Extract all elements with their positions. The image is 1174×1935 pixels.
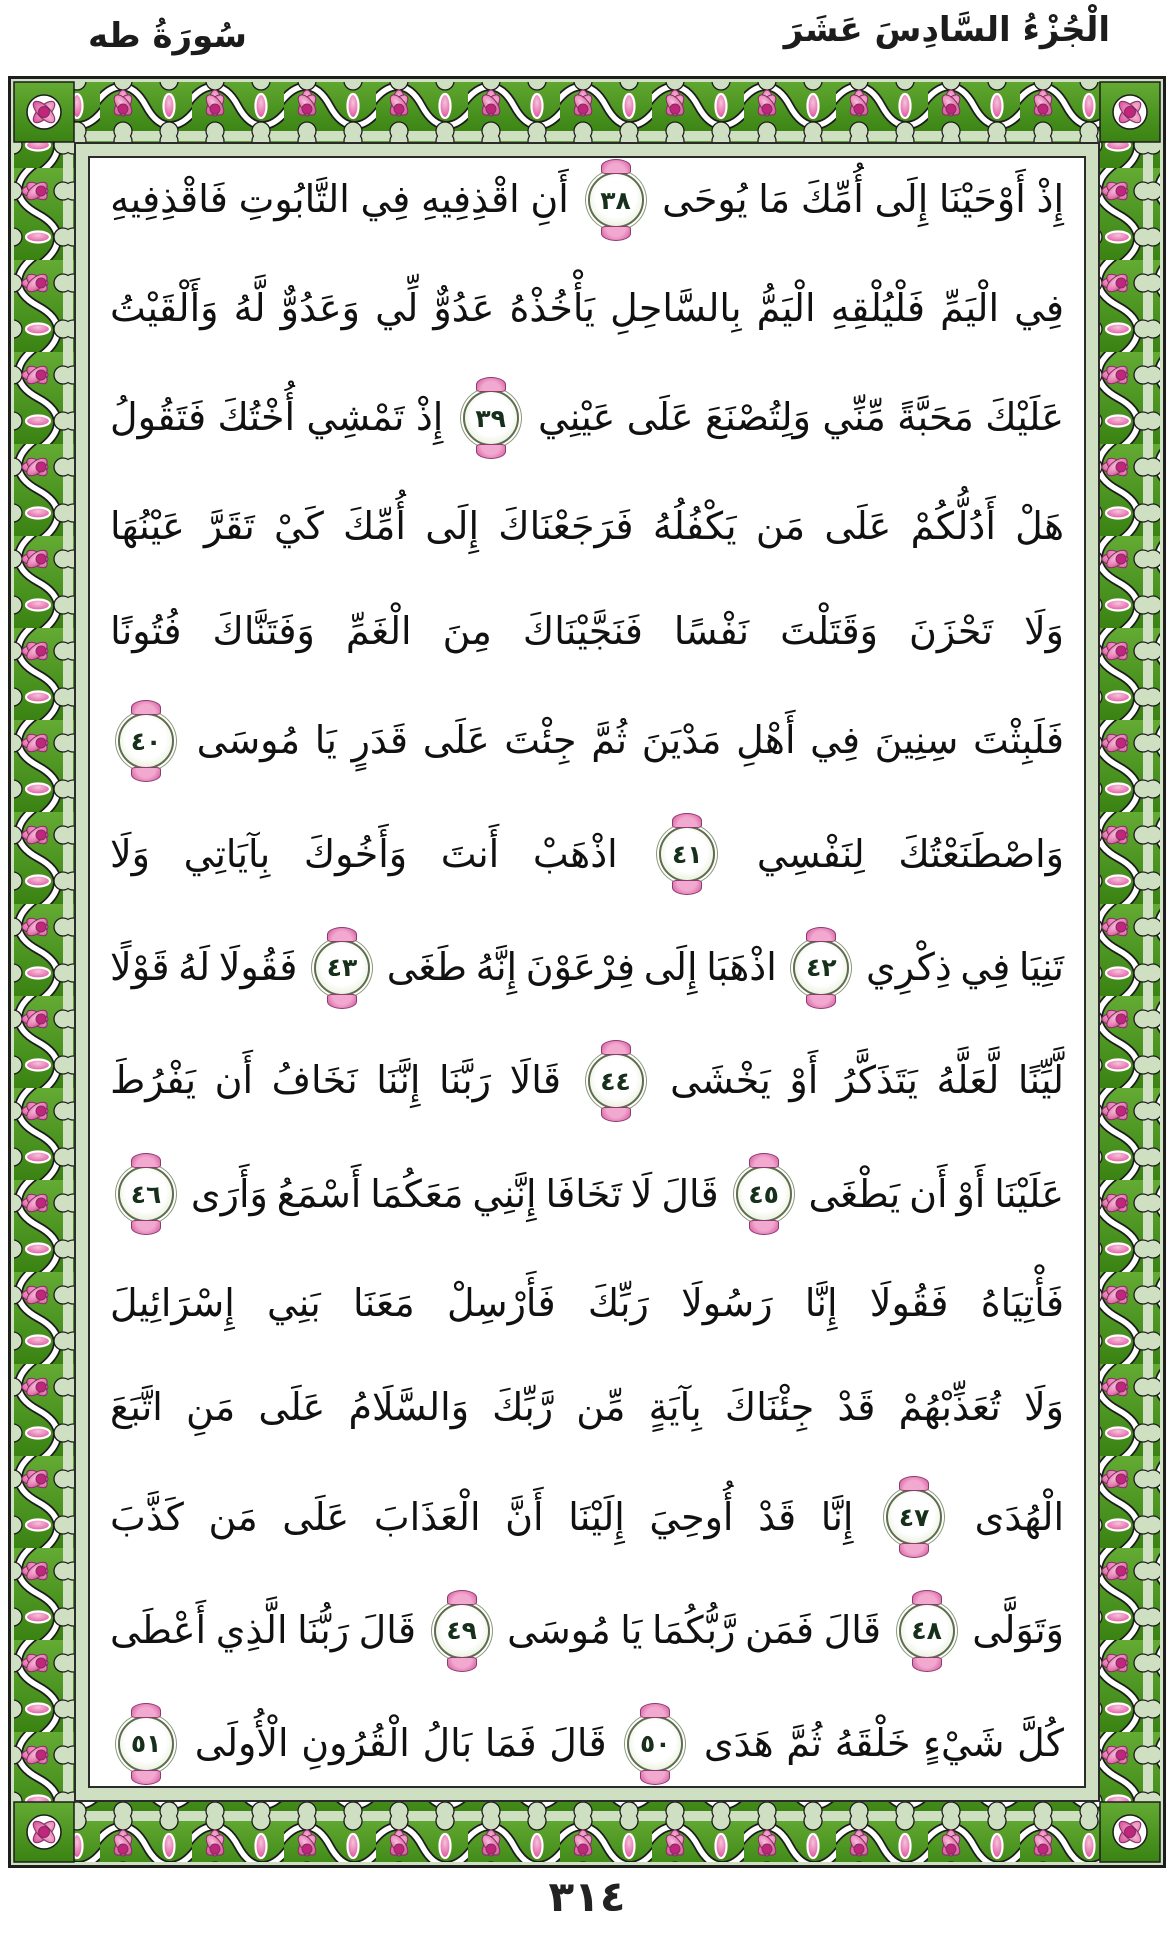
quran-word: إِنَّنِي (472, 1171, 537, 1216)
quran-word: يَتَذَكَّرُ (836, 1058, 918, 1103)
quran-word: أَهْلِ (736, 718, 796, 763)
quran-word: كَذَّبَ (110, 1494, 184, 1539)
quran-line (110, 285, 1064, 333)
quran-word: مُوسَى (507, 1607, 611, 1652)
quran-word: الْيَمُّ (756, 286, 816, 331)
quran-word: قَالَ (549, 1721, 607, 1766)
quran-word: فَاقْذِفِيهِ (110, 177, 228, 222)
quran-word: وَتَوَلَّى (972, 1607, 1064, 1652)
quran-word: مَنِ (185, 1385, 236, 1430)
quran-word: إِسْرَائِيلَ (110, 1280, 235, 1325)
quran-line (110, 1166, 1064, 1222)
quran-word: قَالَ (661, 1171, 719, 1216)
quran-word: وَلَا (1023, 1385, 1064, 1430)
quran-word: بِآيَةٍ (648, 1385, 702, 1430)
quran-word: الْعَذَابَ (373, 1494, 481, 1539)
quran-word: فَرَجَعْنَاكَ (498, 504, 634, 549)
aya-marker-icon (588, 1053, 644, 1109)
quran-word: قَدْ (837, 1385, 876, 1430)
aya-number: ٤٤ (600, 1066, 631, 1096)
quran-word: إِنَّنَا (376, 1058, 421, 1103)
quran-word: جِئْتَ (504, 718, 577, 763)
quran-word: يَا (620, 1607, 643, 1652)
quran-word: قَالَ (358, 1607, 417, 1652)
quran-word: تَحْزَنَ (909, 609, 993, 654)
quran-word: قَوْلًا (110, 944, 170, 989)
quran-word: يَطْغَى (808, 1171, 901, 1216)
quran-word: يَفْرُطَ (110, 1058, 197, 1103)
quran-word: نَخَافُ (271, 1058, 358, 1103)
quran-word: جِئْنَاكَ (724, 1385, 815, 1430)
quran-word: رَبَّنَا (439, 1058, 492, 1103)
aya-marker-icon (659, 826, 715, 882)
aya-number: ٤٠ (130, 726, 162, 756)
quran-word: مَن (755, 504, 806, 549)
quran-word: تَخَافَا (545, 1171, 622, 1216)
aya-marker-icon (463, 390, 519, 446)
quran-word: عَيْنُهَا (110, 504, 185, 549)
quran-word: ثُمَّ (591, 718, 628, 763)
quran-word: اقْذِفِيهِ (421, 177, 520, 222)
quran-word: إِنَّا (820, 1494, 854, 1539)
quran-word: فِي (360, 177, 411, 222)
quran-word: التَّابُوتِ (238, 177, 350, 222)
quran-word: وَأَرَى (190, 1171, 268, 1216)
quran-word: لِّي (375, 286, 419, 331)
quran-line (110, 1489, 1064, 1545)
quran-word: أُمِّكَ (343, 504, 406, 549)
quran-word: فَمَن (745, 1607, 815, 1652)
quran-word: أُخْتُكَ (217, 395, 296, 440)
quran-word: وَلِتُصْنَعَ (704, 395, 811, 440)
quran-word: مِنَ (442, 609, 492, 654)
quran-line (110, 826, 1064, 882)
aya-marker-icon (118, 713, 174, 769)
quran-word: قَالَ (823, 1607, 882, 1652)
quran-line (110, 390, 1064, 446)
quran-word: أَعْطَى (110, 1607, 207, 1652)
quran-word: ذِكْرِي (866, 944, 952, 989)
quran-word: قَالَا (509, 1058, 561, 1103)
aya-marker-icon (588, 172, 644, 228)
quran-word: فِي (960, 944, 1011, 989)
quran-word: أُمِّكَ (800, 177, 864, 222)
quran-word: عَيْنِي (538, 395, 616, 440)
quran-word: وَعَدُوٌّ (280, 286, 360, 331)
quran-word: رَّبُّكُمَا (651, 1607, 736, 1652)
quran-word: أَنتَ (440, 831, 500, 876)
aya-number: ٤٩ (446, 1616, 477, 1646)
quran-word: فِي (1014, 286, 1064, 331)
quran-word: شَيْءٍ (923, 1721, 1005, 1766)
quran-word: بِالسَّاحِلِ (610, 286, 742, 331)
quran-line (110, 172, 1064, 228)
quran-word: نَفْسًا (673, 609, 750, 654)
quran-word: مَعَكُمَا (370, 1171, 464, 1216)
aya-marker-icon (118, 1716, 174, 1772)
quran-word: هَلْ (1015, 504, 1064, 549)
quran-word: عَلَى (282, 1494, 350, 1539)
quran-word: عَلَيْكَ (985, 395, 1064, 440)
quran-word: فِرْعَوْنَ (525, 944, 636, 989)
quran-word: أَسْمَعُ (276, 1171, 362, 1216)
aya-number: ٤١ (672, 839, 703, 869)
quran-word: وَأَلْقَيْتُ (110, 286, 219, 331)
quran-word: عَلَى (422, 718, 490, 763)
quran-word: اتَّبَعَ (110, 1385, 163, 1430)
quran-word: أَن (214, 1058, 254, 1103)
juz-title: الْجُزْءُ السَّادِسَ عَشَرَ (783, 10, 1110, 50)
aya-number: ٣٩ (475, 403, 506, 433)
quran-word: خَلْقَهُ (834, 1721, 911, 1766)
quran-word: فَتَقُولُ (110, 395, 207, 440)
quran-line (110, 1603, 1064, 1659)
quran-word: تَمْشِي (306, 395, 405, 440)
quran-word: وَالسَّلَامُ (348, 1385, 470, 1430)
quran-word: مَن (208, 1494, 258, 1539)
quran-word: يَأْخُذْهُ (509, 286, 595, 331)
quran-word: مُوسَى (196, 718, 301, 763)
aya-number: ٣٨ (600, 185, 631, 215)
quran-word: عَلَى (824, 504, 892, 549)
quran-word: لِنَفْسِي (756, 831, 865, 876)
quran-word: رَّبِّكَ (492, 1385, 554, 1430)
quran-word: وَلَا (1023, 609, 1064, 654)
quran-word: فِي (810, 718, 861, 763)
aya-number: ٤٧ (898, 1502, 930, 1532)
aya-number: ٤٨ (911, 1616, 942, 1646)
quran-word: أُوحِيَ (649, 1494, 734, 1539)
aya-number: ٤٣ (326, 953, 358, 983)
quran-word: سِنِينَ (874, 718, 959, 763)
quran-word: إِنَّا (804, 1280, 838, 1325)
quran-line (110, 608, 1064, 656)
quran-word: إِذْ (1036, 177, 1064, 222)
quran-text-block (90, 158, 1084, 1786)
aya-marker-icon (899, 1603, 955, 1659)
quran-word: الْأُولَى (194, 1721, 289, 1766)
quran-word: مَحَبَّةً (897, 395, 974, 440)
quran-word: إِلَى (425, 504, 480, 549)
quran-word: عَدُوٌّ (433, 286, 495, 331)
quran-word: إِلَى (643, 944, 698, 989)
quran-word: هَدَى (703, 1721, 774, 1766)
quran-word: وَلَا (110, 831, 151, 876)
quran-word: فَلَبِثْتَ (973, 718, 1064, 763)
quran-word: فَقُولَا (869, 1280, 949, 1325)
surah-title: سُورَةُ طه (88, 16, 247, 56)
quran-word: مَا (758, 177, 791, 222)
quran-word: لَهُ (178, 944, 211, 989)
quran-line (110, 1053, 1064, 1109)
quran-line (110, 713, 1064, 769)
quran-word: أَوْ (789, 1058, 819, 1103)
quran-word: فُتُونًا (110, 609, 182, 654)
quran-word: فَأْتِيَاهُ (980, 1280, 1064, 1325)
quran-word: وَقَتَلْتَ (780, 609, 879, 654)
quran-word: أَنَّ (505, 1494, 544, 1539)
quran-line (110, 1716, 1064, 1772)
quran-word: مَعَنَا (352, 1280, 415, 1325)
quran-word: فَأَرْسِلْ (446, 1280, 556, 1325)
quran-word: قَدَرٍ (351, 718, 409, 763)
aya-marker-icon (886, 1489, 942, 1545)
quran-word: يَخْشَى (670, 1058, 771, 1103)
quran-word: وَأَخُوكَ (303, 831, 408, 876)
quran-word: بَنِي (267, 1280, 321, 1325)
aya-marker-icon (793, 940, 849, 996)
quran-word: الَّذِي (215, 1607, 288, 1652)
aya-number: ٥١ (130, 1729, 162, 1759)
quran-word: يَكْفُلُهُ (652, 504, 737, 549)
quran-word: مِّن (576, 1385, 626, 1430)
quran-word: أَن (909, 1171, 948, 1216)
aya-number: ٤٥ (748, 1179, 779, 1209)
quran-word: لَّعَلَّهُ (936, 1058, 1000, 1103)
quran-word: عَلَى (626, 395, 694, 440)
quran-word: وَفَتَنَّاكَ (212, 609, 315, 654)
quran-line (110, 1280, 1064, 1328)
quran-word: ثُمَّ (786, 1721, 823, 1766)
quran-word: إِذْ (415, 395, 444, 440)
quran-word: إِنَّهُ (475, 944, 518, 989)
aya-number: ٤٦ (130, 1179, 162, 1209)
quran-word: يَا (314, 718, 337, 763)
quran-line (110, 503, 1064, 551)
aya-marker-icon (314, 940, 370, 996)
quran-word: أَوْحَيْنَا (938, 177, 1026, 222)
quran-word: مَدْيَنَ (641, 718, 722, 763)
aya-marker-icon (627, 1716, 683, 1772)
quran-word: لَا (630, 1171, 653, 1216)
quran-line (110, 1384, 1064, 1432)
quran-word: تُعَذِّبْهُمْ (898, 1385, 1001, 1430)
quran-word: كَيْ (274, 504, 324, 549)
quran-word: الْغَمِّ (345, 609, 412, 654)
quran-word: عَلَى (258, 1385, 326, 1430)
quran-word: وَاصْطَنَعْتُكَ (898, 831, 1064, 876)
quran-word: الْهُدَى (974, 1494, 1064, 1539)
quran-word: إِلَيْنَا (568, 1494, 625, 1539)
aya-marker-icon (434, 1603, 490, 1659)
quran-word: أَنِ (530, 177, 569, 222)
aya-number: ٤٢ (806, 953, 837, 983)
quran-word: اذْهَبَا (706, 944, 777, 989)
quran-word: عَلَيْنَا (994, 1171, 1064, 1216)
quran-word: فَنَجَّيْنَاكَ (522, 609, 643, 654)
page-number: ٣١٤ (548, 1872, 626, 1921)
quran-word: لَّهُ (233, 286, 266, 331)
quran-word: تَقَرَّ (204, 504, 255, 549)
quran-word: لَّيِّنًا (1017, 1058, 1064, 1103)
quran-word: رَسُولَا (681, 1280, 773, 1325)
quran-word: فَقُولَا (218, 944, 298, 989)
quran-line (110, 940, 1064, 996)
quran-word: الْقُرُونِ (301, 1721, 410, 1766)
quran-word: مِّنِّي (822, 395, 886, 440)
quran-word: كُلَّ (1017, 1721, 1064, 1766)
aya-marker-icon (736, 1166, 792, 1222)
quran-word: فَلْيُلْقِهِ (830, 286, 926, 331)
quran-word: بِآيَاتِي (183, 831, 271, 876)
aya-marker-icon (118, 1166, 174, 1222)
quran-word: تَنِيَا (1018, 944, 1064, 989)
quran-word: قَدْ (758, 1494, 797, 1539)
quran-word: أَوْ (956, 1171, 986, 1216)
quran-word: بَالُ (422, 1721, 473, 1766)
quran-word: يُوحَى (662, 177, 748, 222)
quran-word: طَغَى (386, 944, 467, 989)
quran-word: أَدُلُّكُمْ (910, 504, 996, 549)
quran-word: رَبُّنَا (297, 1607, 350, 1652)
quran-word: إِلَى (874, 177, 929, 222)
aya-number: ٥٠ (639, 1729, 671, 1759)
quran-word: اذْهَبْ (532, 831, 618, 876)
quran-word: رَبِّكَ (587, 1280, 649, 1325)
quran-word: الْيَمِّ (940, 286, 1000, 331)
quran-word: فَمَا (484, 1721, 537, 1766)
